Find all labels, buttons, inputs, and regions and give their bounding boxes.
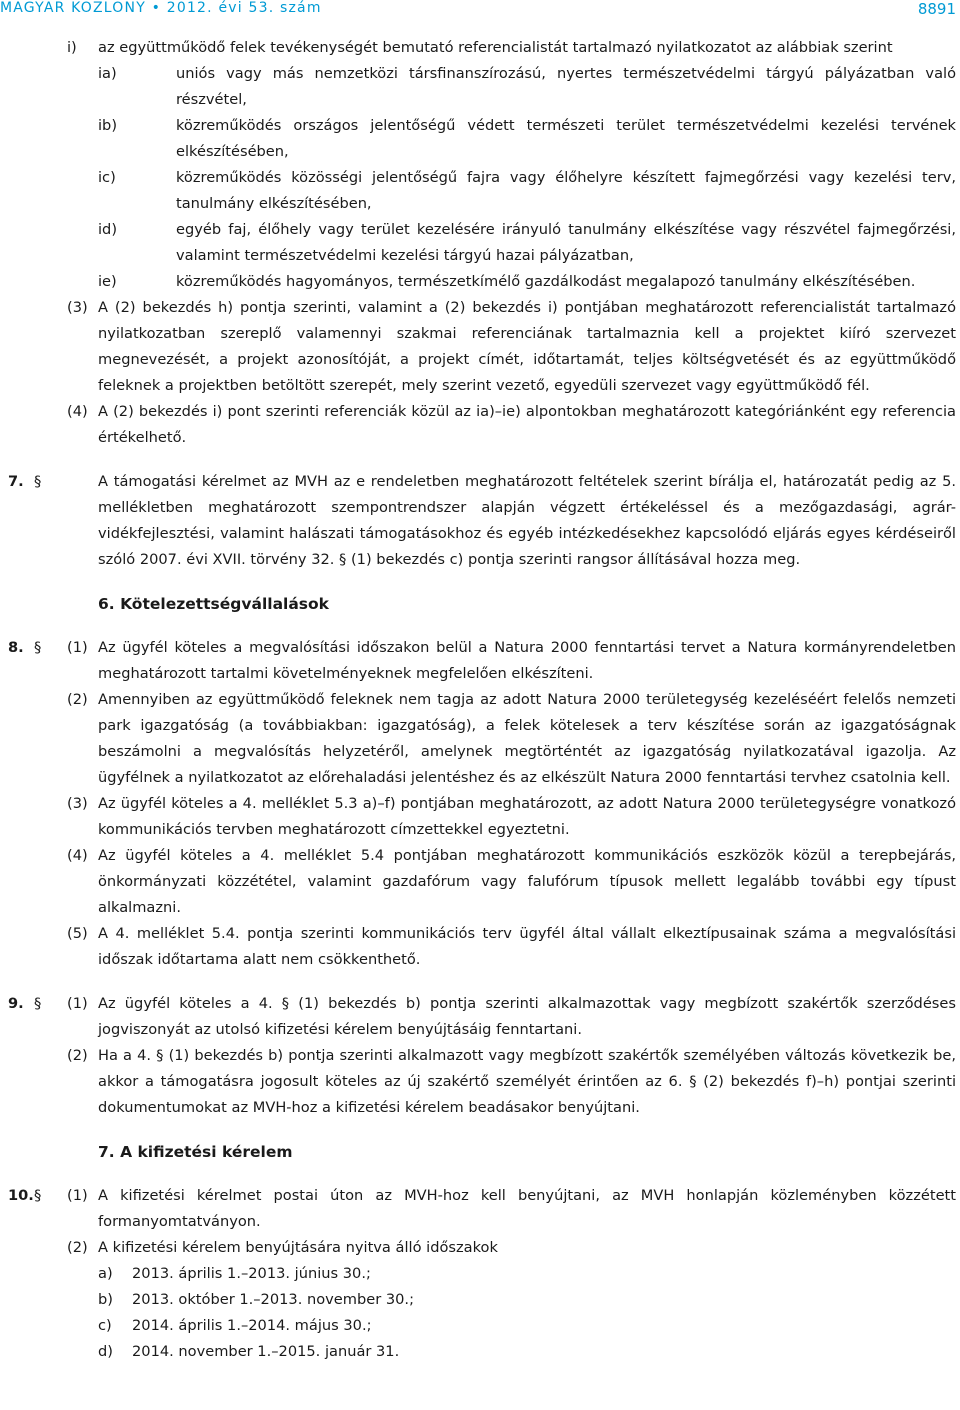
paragraph-label: (2) (67, 691, 88, 708)
paragraph-6-4 (0, 399, 960, 451)
subpoint-label: ib) (98, 117, 118, 134)
page-header (0, 0, 960, 20)
period-text: 2014. április 1.–2014. május 30.; (132, 1317, 372, 1334)
section-7 (0, 469, 960, 573)
section-8-4 (0, 843, 960, 921)
subpoint-ie (0, 269, 960, 295)
period-label: d) (98, 1343, 113, 1360)
subpoint-label: ie) (98, 273, 117, 290)
paragraph-6-3 (0, 295, 960, 399)
paragraph-label: (4) (67, 847, 88, 864)
section-9-2 (0, 1043, 960, 1121)
section-symbol: § (34, 473, 42, 490)
period-c (0, 1313, 960, 1339)
paragraph-text: Az ügyfél köteles a 4. melléklet 5.4 pontjában meghatározott kommunikációs eszközök közül a terepbejárás, önkormányzati közzététel, valamint gazdafórum vagy falufórum típusok mellett legalább további egy típust alkalmazni. (98, 847, 956, 916)
paragraph-text: Amennyiben az együttműködő feleknek nem tagja az adott Natura 2000 területegység kezeléséért felelős nemzeti park igazgatóság (a továbbiakban: igazgatóság), a felek kötelesek a terv készítése során az igazgatóságnak beszámolni a megvalósítás helyzetéről, amelynek megtörténtét az igazgatóság nyilatkozatával igazolja. Az ügyfélnek a nyilatkozatot az előrehaladási jelentéshez és az elkészült Natura 2000 fenntartási tervhez csatolnia kell. (98, 691, 956, 786)
period-label: b) (98, 1291, 113, 1308)
point-i (0, 35, 960, 61)
section-symbol: § (34, 995, 42, 1012)
paragraph-label: (2) (67, 1239, 88, 1256)
section-number: 7. (8, 473, 24, 490)
period-b (0, 1287, 960, 1313)
heading-kifizetesi-kerelem: 7. A kifizetési kérelem (98, 1143, 293, 1161)
section-9-1 (0, 991, 960, 1043)
section-text: A támogatási kérelmet az MVH az e rendeletben meghatározott feltételek szerint bírálja el, határozatát pedig az 5. mellékletben meghatározott szempontrendszer alapján végzett értékeléssel és a mezőgazdasági, agrár-vidékfejlesztési, valamint halászati támogatásokhoz és egyéb intézkedésekhez kapcsolódó eljárás egyes kérdéseiről szóló 2007. évi XVII. törvény 32. § (1) bekezdés c) pontja szerinti rangsor állításával hozza meg. (98, 473, 956, 568)
paragraph-text: A kifizetési kérelmet postai úton az MVH-hoz kell benyújtani, az MVH honlapján közleményben közzétett formanyomtatványon. (98, 1187, 956, 1230)
paragraph-label: (3) (67, 795, 88, 812)
paragraph-text: Az ügyfél köteles a megvalósítási időszakon belül a Natura 2000 fenntartási tervet a Natura kormányrendeletben meghatározott tartalmi követelményeknek megfelelően elkészíteni. (98, 639, 956, 682)
subpoint-label: id) (98, 221, 118, 238)
paragraph-text: Az ügyfél köteles a 4. melléklet 5.3 a)–f) pontjában meghatározott, az adott Natura 2000 területegységre vonatkozó kommunikációs tervben meghatározott címzettekkel egyeztetni. (98, 795, 956, 838)
page-number: 8891 (917, 0, 956, 18)
document-body (0, 35, 960, 1365)
subpoint-label: ic) (98, 169, 116, 186)
subpoint-text: közreműködés hagyományos, természetkímélő gazdálkodást megalapozó tanulmány elkészítésében. (176, 273, 916, 290)
period-label: a) (98, 1265, 113, 1282)
subpoint-text: közreműködés országos jelentőségű védett természeti terület természetvédelmi kezelési tervének elkészítésében, (176, 117, 956, 160)
section-number: 9. (8, 995, 24, 1012)
section-number: 8. (8, 639, 24, 656)
point-label: i) (67, 39, 77, 56)
subpoint-id (0, 217, 960, 269)
subpoint-text: közreműködés közösségi jelentőségű fajra vagy élőhelyre készített fajmegőrzési vagy kezelési terv, tanulmány elkészítésében, (176, 169, 956, 212)
paragraph-label: (5) (67, 925, 88, 942)
period-text: 2013. október 1.–2013. november 30.; (132, 1291, 414, 1308)
paragraph-text: A kifizetési kérelem benyújtására nyitva álló időszakok (98, 1239, 498, 1256)
subpoint-text: uniós vagy más nemzetközi társfinanszírozású, nyertes természetvédelmi tárgyú pályázatban való részvétel, (176, 65, 956, 108)
paragraph-text: A (2) bekezdés h) pontja szerinti, valamint a (2) bekezdés i) pontjában meghatározott referencialistát tartalmazó nyilatkozatban szereplő valamennyi szakmai referenciának tartalmaznia kell a projektet kiíró szervezet megnevezését, a projekt azonosítóját, a projekt címét, időtartamát, teljes költségvetését és az együttműködő feleknek a projektben betöltött szerepét, mely szerint vezető, egyedüli szervezet vagy együttműködő fél. (98, 299, 956, 394)
header-bullet: • (151, 0, 162, 16)
paragraph-text: A 4. melléklet 5.4. pontja szerinti kommunikációs terv ügyfél által vállalt elkeztípusainak száma a megvalósítási időszak időtartama alatt nem csökkenthető. (98, 925, 956, 968)
heading-kotelezettsegvallalasok: 6. Kötelezettségvállalások (98, 595, 329, 613)
paragraph-label: (1) (67, 1187, 88, 1204)
period-label: c) (98, 1317, 112, 1334)
header-publication-issue (0, 0, 322, 16)
paragraph-text: Ha a 4. § (1) bekezdés b) pontja szerinti alkalmazott vagy megbízott szakértők személyében változás következik be, akkor a támogatásra jogosult köteles az új szakértő személyét érintően az 6. § (2) bekezdés f)–h) pontjai szerinti dokumentumokat az MVH-hoz a kifizetési kérelem beadásakor benyújtani. (98, 1047, 956, 1116)
section-symbol: § (34, 639, 42, 656)
subpoint-text: egyéb faj, élőhely vagy terület kezelésére irányuló tanulmány elkészítése vagy részvétel fajmegőrzési, valamint természetvédelmi kezelési tárgyú hazai pályázatban, (176, 221, 956, 264)
paragraph-label: (2) (67, 1047, 88, 1064)
publication-name: MAGYAR KÖZLÖNY (0, 0, 146, 16)
point-text: az együttműködő felek tevékenységét bemutató referencialistát tartalmazó nyilatkozatot az alábbiak szerint (98, 39, 893, 56)
period-a (0, 1261, 960, 1287)
section-8-3 (0, 791, 960, 843)
period-d (0, 1339, 960, 1365)
section-8-2 (0, 687, 960, 791)
subpoint-ia (0, 61, 960, 113)
period-text: 2013. április 1.–2013. június 30.; (132, 1265, 371, 1282)
section-10-2 (0, 1235, 960, 1261)
section-8-1 (0, 635, 960, 687)
paragraph-text: A (2) bekezdés i) pont szerinti referenciák közül az ia)–ie) alpontokban meghatározott kategóriánként egy referencia értékelhető. (98, 403, 956, 446)
paragraph-text: Az ügyfél köteles a 4. § (1) bekezdés b) pontja szerinti alkalmazottak vagy megbízott szakértők szerződéses jogviszonyát az utolsó kifizetési kérelem benyújtásáig fenntartani. (98, 995, 956, 1038)
section-number: 10. (8, 1187, 34, 1204)
section-symbol: § (34, 1187, 42, 1204)
paragraph-label: (4) (67, 403, 88, 420)
section-8-5 (0, 921, 960, 973)
subpoint-ic (0, 165, 960, 217)
issue-label: 2012. évi 53. szám (166, 0, 322, 16)
subpoint-ib (0, 113, 960, 165)
paragraph-label: (1) (67, 995, 88, 1012)
paragraph-label: (1) (67, 639, 88, 656)
section-10-1 (0, 1183, 960, 1235)
subpoint-label: ia) (98, 65, 117, 82)
period-text: 2014. november 1.–2015. január 31. (132, 1343, 400, 1360)
paragraph-label: (3) (67, 299, 88, 316)
